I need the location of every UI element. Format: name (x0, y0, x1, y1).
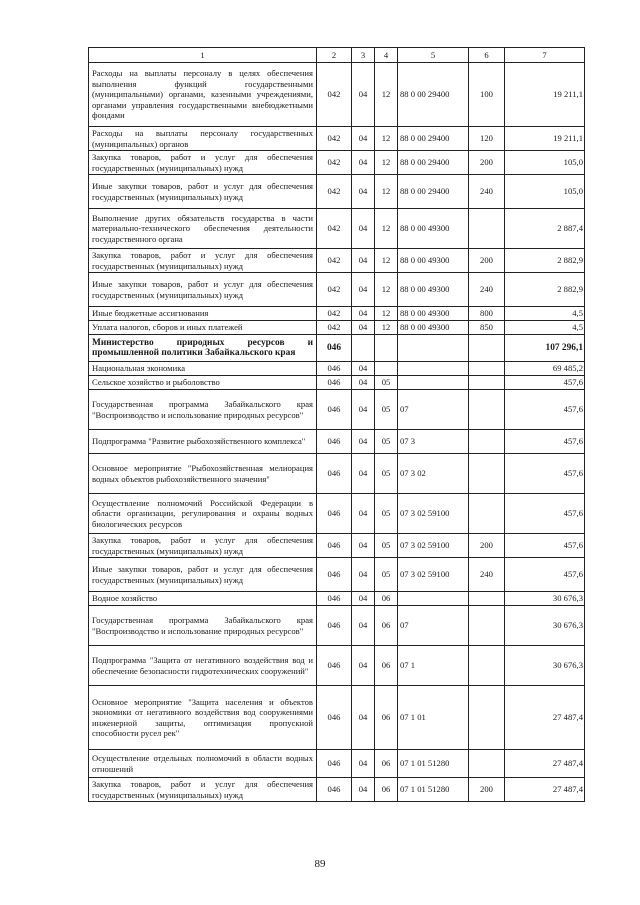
row-csr-cell: 07 1 01 51280 (398, 750, 469, 778)
row-vr-cell (469, 376, 505, 390)
row-sum-cell: 30 676,3 (505, 606, 585, 646)
table-row (89, 534, 585, 558)
row-rz-cell: 04 (352, 558, 375, 592)
row-rz-cell: 04 (352, 606, 375, 646)
table-row (89, 646, 585, 686)
row-sum-cell: 457,6 (505, 454, 585, 494)
row-vr-cell (469, 430, 505, 454)
row-vr-cell (469, 454, 505, 494)
row-pr-cell: 05 (375, 430, 398, 454)
table-body (89, 63, 585, 802)
row-csr-cell: 88 0 00 29400 (398, 175, 469, 209)
row-pr-cell: 06 (375, 606, 398, 646)
budget-table-container (88, 47, 584, 802)
row-rz-cell: 04 (352, 209, 375, 249)
row-sum-cell: 30 676,3 (505, 646, 585, 686)
row-name-cell: Иные бюджетные ассигнования (89, 307, 317, 321)
row-vr-cell: 240 (469, 558, 505, 592)
row-pr-cell: 12 (375, 321, 398, 335)
row-sum-cell: 4,5 (505, 307, 585, 321)
row-sum-cell: 30 676,3 (505, 592, 585, 606)
row-sum-cell: 105,0 (505, 151, 585, 175)
row-csr-cell: 88 0 00 49300 (398, 209, 469, 249)
row-pr-cell: 05 (375, 494, 398, 534)
page-number: 89 (314, 858, 326, 870)
row-sum-cell: 457,6 (505, 376, 585, 390)
row-csr-cell: 07 (398, 390, 469, 430)
table-row (89, 494, 585, 534)
table-row (89, 209, 585, 249)
column-header: 3 (352, 48, 375, 63)
row-csr-cell: 88 0 00 49300 (398, 273, 469, 307)
row-pr-cell: 12 (375, 273, 398, 307)
table-row (89, 175, 585, 209)
column-header: 2 (317, 48, 352, 63)
row-vr-cell: 100 (469, 63, 505, 127)
row-csr-cell: 88 0 00 49300 (398, 307, 469, 321)
row-sum-cell: 2 882,9 (505, 249, 585, 273)
row-csr-cell: 88 0 00 49300 (398, 249, 469, 273)
row-sum-cell: 457,6 (505, 430, 585, 454)
table-row (89, 362, 585, 376)
row-name-cell: Национальная экономика (89, 362, 317, 376)
row-csr-cell (398, 335, 469, 362)
row-rz-cell: 04 (352, 307, 375, 321)
row-rz-cell: 04 (352, 175, 375, 209)
row-vr-cell (469, 390, 505, 430)
table-row (89, 376, 585, 390)
row-vr-cell (469, 646, 505, 686)
row-pr-cell: 12 (375, 249, 398, 273)
row-gr-cell: 046 (317, 454, 352, 494)
row-rz-cell: 04 (352, 63, 375, 127)
row-pr-cell: 12 (375, 175, 398, 209)
table-row (89, 321, 585, 335)
row-sum-cell: 27 487,4 (505, 686, 585, 750)
row-gr-cell: 046 (317, 335, 352, 362)
row-rz-cell: 04 (352, 494, 375, 534)
row-sum-cell: 457,6 (505, 494, 585, 534)
row-pr-cell: 12 (375, 127, 398, 151)
row-vr-cell (469, 606, 505, 646)
row-name-cell: Подпрограмма "Развитие рыбохозяйственного комплекса" (89, 430, 317, 454)
row-vr-cell: 200 (469, 778, 505, 802)
row-gr-cell: 046 (317, 750, 352, 778)
row-pr-cell: 05 (375, 558, 398, 592)
table-row (89, 454, 585, 494)
row-gr-cell: 046 (317, 376, 352, 390)
row-pr-cell: 06 (375, 686, 398, 750)
row-pr-cell: 12 (375, 307, 398, 321)
table-row (89, 151, 585, 175)
row-vr-cell (469, 335, 505, 362)
row-pr-cell: 06 (375, 750, 398, 778)
row-sum-cell: 4,5 (505, 321, 585, 335)
row-sum-cell: 107 296,1 (505, 335, 585, 362)
row-gr-cell: 046 (317, 362, 352, 376)
row-name-cell: Закупка товаров, работ и услуг для обеспечения государственных (муниципальных) нужд (89, 151, 317, 175)
row-name-cell: Осуществление отдельных полномочий в области водных отношений (89, 750, 317, 778)
row-csr-cell: 07 3 (398, 430, 469, 454)
row-name-cell: Закупка товаров, работ и услуг для обеспечения государственных (муниципальных) нужд (89, 249, 317, 273)
row-pr-cell: 06 (375, 646, 398, 686)
row-name-cell: Иные закупки товаров, работ и услуг для обеспечения государственных (муниципальных) нужд (89, 558, 317, 592)
row-gr-cell: 046 (317, 686, 352, 750)
row-vr-cell: 850 (469, 321, 505, 335)
row-vr-cell (469, 686, 505, 750)
row-gr-cell: 042 (317, 151, 352, 175)
row-csr-cell (398, 362, 469, 376)
column-header: 7 (505, 48, 585, 63)
row-sum-cell: 457,6 (505, 390, 585, 430)
row-gr-cell: 046 (317, 390, 352, 430)
table-row (89, 127, 585, 151)
row-rz-cell: 04 (352, 778, 375, 802)
row-sum-cell: 2 882,9 (505, 273, 585, 307)
row-rz-cell: 04 (352, 151, 375, 175)
row-rz-cell: 04 (352, 376, 375, 390)
table-row (89, 750, 585, 778)
row-csr-cell: 07 3 02 59100 (398, 534, 469, 558)
row-rz-cell: 04 (352, 362, 375, 376)
row-name-cell: Государственная программа Забайкальского края "Воспроизводство и использование природных ресурсов" (89, 390, 317, 430)
row-name-cell: Иные закупки товаров, работ и услуг для обеспечения государственных (муниципальных) нужд (89, 175, 317, 209)
row-pr-cell: 12 (375, 209, 398, 249)
row-csr-cell (398, 592, 469, 606)
row-rz-cell (352, 335, 375, 362)
row-vr-cell: 200 (469, 534, 505, 558)
table-row (89, 686, 585, 750)
row-gr-cell: 046 (317, 592, 352, 606)
row-rz-cell: 04 (352, 249, 375, 273)
table-row (89, 335, 585, 362)
row-gr-cell: 042 (317, 249, 352, 273)
row-name-cell: Основное мероприятие "Защита населения и объектов экономики от негативного воздействия вод сооружениями инженерной защиты, оптимизация пропускной способности русел рек" (89, 686, 317, 750)
row-gr-cell: 042 (317, 127, 352, 151)
row-csr-cell: 88 0 00 29400 (398, 127, 469, 151)
table-row (89, 307, 585, 321)
table-row (89, 249, 585, 273)
row-name-cell: Расходы на выплаты персоналу в целях обеспечения выполнения функций государственными (муниципальными) органами, казенными учреждениями, органами управления государственными внебюджетными фондами (89, 63, 317, 127)
table-row (89, 390, 585, 430)
row-vr-cell: 800 (469, 307, 505, 321)
row-rz-cell: 04 (352, 646, 375, 686)
row-vr-cell: 200 (469, 151, 505, 175)
row-name-cell: Уплата налогов, сборов и иных платежей (89, 321, 317, 335)
row-pr-cell: 06 (375, 778, 398, 802)
row-pr-cell: 12 (375, 63, 398, 127)
row-gr-cell: 046 (317, 494, 352, 534)
row-name-cell: Министерство природных ресурсов и промышленной политики Забайкальского края (89, 335, 317, 362)
row-csr-cell: 07 3 02 (398, 454, 469, 494)
row-sum-cell: 19 211,1 (505, 63, 585, 127)
row-csr-cell: 07 1 01 51280 (398, 778, 469, 802)
row-vr-cell (469, 209, 505, 249)
row-name-cell: Государственная программа Забайкальского края "Воспроизводство и использование природных ресурсов" (89, 606, 317, 646)
row-name-cell: Закупка товаров, работ и услуг для обеспечения государственных (муниципальных) нужд (89, 778, 317, 802)
row-gr-cell: 042 (317, 209, 352, 249)
row-csr-cell: 07 (398, 606, 469, 646)
row-vr-cell: 200 (469, 249, 505, 273)
row-csr-cell: 07 3 02 59100 (398, 558, 469, 592)
row-pr-cell: 05 (375, 390, 398, 430)
column-header: 1 (89, 48, 317, 63)
row-csr-cell: 88 0 00 29400 (398, 151, 469, 175)
row-rz-cell: 04 (352, 273, 375, 307)
row-gr-cell: 046 (317, 646, 352, 686)
row-name-cell: Подпрограмма "Защита от негативного воздействия вод и обеспечение безопасности гидротехнических сооружений" (89, 646, 317, 686)
table-row (89, 430, 585, 454)
row-csr-cell: 88 0 00 49300 (398, 321, 469, 335)
column-header: 4 (375, 48, 398, 63)
table-row (89, 778, 585, 802)
row-name-cell: Расходы на выплаты персоналу государственных (муниципальных) органов (89, 127, 317, 151)
row-pr-cell: 12 (375, 151, 398, 175)
row-name-cell: Водное хозяйство (89, 592, 317, 606)
row-csr-cell (398, 376, 469, 390)
row-rz-cell: 04 (352, 127, 375, 151)
row-sum-cell: 27 487,4 (505, 750, 585, 778)
budget-table (88, 47, 585, 802)
row-vr-cell (469, 592, 505, 606)
row-csr-cell: 07 3 02 59100 (398, 494, 469, 534)
row-vr-cell (469, 362, 505, 376)
row-name-cell: Основное мероприятие "Рыбохозяйственная мелиорация водных объектов рыбохозяйственного значения" (89, 454, 317, 494)
row-gr-cell: 046 (317, 606, 352, 646)
row-name-cell: Осуществление полномочий Российской Федерации в области организации, регулирования и охраны водных биологических ресурсов (89, 494, 317, 534)
row-sum-cell: 27 487,4 (505, 778, 585, 802)
row-gr-cell: 042 (317, 321, 352, 335)
row-gr-cell: 042 (317, 63, 352, 127)
row-csr-cell: 07 1 (398, 646, 469, 686)
row-pr-cell (375, 362, 398, 376)
row-rz-cell: 04 (352, 430, 375, 454)
row-gr-cell: 046 (317, 430, 352, 454)
row-pr-cell: 05 (375, 454, 398, 494)
row-pr-cell: 05 (375, 376, 398, 390)
row-gr-cell: 046 (317, 558, 352, 592)
row-csr-cell: 88 0 00 29400 (398, 63, 469, 127)
row-pr-cell: 06 (375, 592, 398, 606)
row-csr-cell: 07 1 01 (398, 686, 469, 750)
row-gr-cell: 042 (317, 175, 352, 209)
row-sum-cell: 2 887,4 (505, 209, 585, 249)
row-rz-cell: 04 (352, 592, 375, 606)
row-gr-cell: 042 (317, 273, 352, 307)
row-name-cell: Выполнение других обязательств государства в части материально-технического обеспечения деятельности государственного органа (89, 209, 317, 249)
row-pr-cell: 05 (375, 534, 398, 558)
table-row (89, 558, 585, 592)
table-row (89, 606, 585, 646)
table-row (89, 592, 585, 606)
row-vr-cell (469, 494, 505, 534)
row-gr-cell: 046 (317, 778, 352, 802)
row-rz-cell: 04 (352, 390, 375, 430)
column-header: 6 (469, 48, 505, 63)
row-rz-cell: 04 (352, 454, 375, 494)
table-row (89, 273, 585, 307)
table-header-row (89, 48, 585, 63)
row-sum-cell: 19 211,1 (505, 127, 585, 151)
row-name-cell: Сельское хозяйство и рыболовство (89, 376, 317, 390)
row-rz-cell: 04 (352, 750, 375, 778)
row-rz-cell: 04 (352, 686, 375, 750)
row-rz-cell: 04 (352, 534, 375, 558)
row-vr-cell (469, 750, 505, 778)
row-vr-cell: 120 (469, 127, 505, 151)
row-rz-cell: 04 (352, 321, 375, 335)
column-header: 5 (398, 48, 469, 63)
table-row (89, 63, 585, 127)
row-sum-cell: 457,6 (505, 534, 585, 558)
row-sum-cell: 69 485,2 (505, 362, 585, 376)
row-name-cell: Закупка товаров, работ и услуг для обеспечения государственных (муниципальных) нужд (89, 534, 317, 558)
row-pr-cell (375, 335, 398, 362)
row-gr-cell: 046 (317, 534, 352, 558)
row-vr-cell: 240 (469, 273, 505, 307)
row-sum-cell: 457,6 (505, 558, 585, 592)
row-vr-cell: 240 (469, 175, 505, 209)
row-sum-cell: 105,0 (505, 175, 585, 209)
row-gr-cell: 042 (317, 307, 352, 321)
row-name-cell: Иные закупки товаров, работ и услуг для обеспечения государственных (муниципальных) нужд (89, 273, 317, 307)
